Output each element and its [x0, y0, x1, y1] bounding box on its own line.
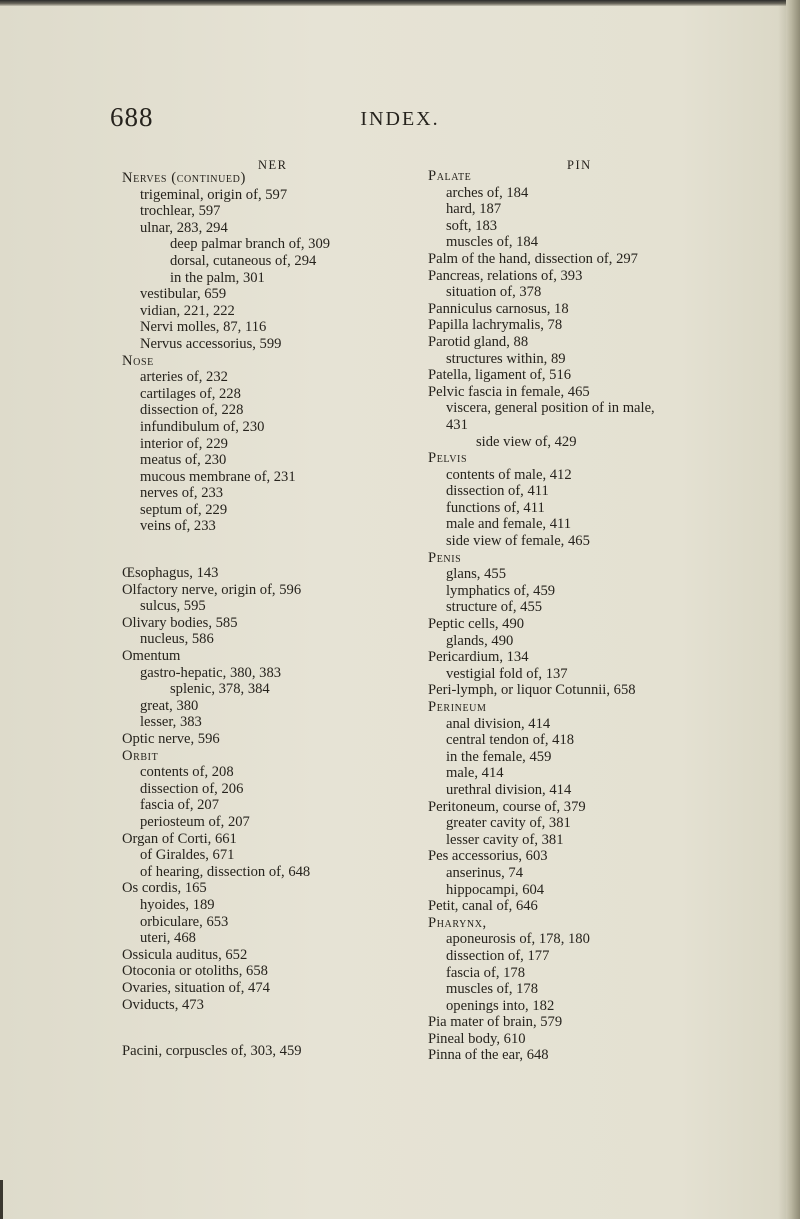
index-entry: Petit, canal of, 646: [428, 898, 538, 915]
index-subentry: muscles of, 184: [446, 234, 539, 251]
index-subentry: deep palmar branch of, 309: [170, 236, 331, 253]
index-subentry: arches of, 184: [446, 184, 529, 201]
index-subentry: contents of male, 412: [446, 466, 572, 483]
index-column-left: [122, 170, 437, 1060]
index-subentry: glans, 455: [446, 566, 506, 583]
index-subentry: greater cavity of, 381: [446, 815, 571, 832]
page-top-edge: [0, 0, 800, 6]
index-entry: Pia mater of brain, 579: [428, 1014, 563, 1031]
index-subentry: in the female, 459: [446, 748, 552, 765]
index-entry: Olivary bodies, 585: [122, 614, 238, 631]
index-subentry: lesser, 383: [140, 714, 202, 731]
index-subentry: dissection of, 177: [446, 947, 550, 964]
index-entry: Pacini, corpuscles of, 303, 459: [122, 1043, 302, 1060]
index-subentry: functions of, 411: [446, 499, 545, 516]
index-entry: Penis: [428, 549, 462, 566]
index-subentry: soft, 183: [446, 217, 498, 234]
index-entry: Olfactory nerve, origin of, 596: [122, 581, 302, 598]
index-subentry: infundibulum of, 230: [140, 418, 265, 435]
index-subentry: arteries of, 232: [140, 369, 228, 386]
index-subentry: hippocampi, 604: [446, 881, 545, 898]
index-column-right: [428, 168, 793, 1064]
index-subentry: viscera, general position of in male,: [446, 400, 655, 417]
index-subentry: lesser cavity of, 381: [446, 831, 564, 848]
index-entry: Nerves (continued): [122, 170, 246, 186]
index-subentry: dissection of, 411: [446, 483, 549, 500]
index-subentry: side view of female, 465: [446, 533, 590, 550]
index-subentry: contents of, 208: [140, 764, 234, 781]
index-subentry: splenic, 378, 384: [170, 681, 270, 698]
index-subentry: periosteum of, 207: [140, 813, 250, 830]
index-subentry: veins of, 233: [140, 518, 216, 535]
index-entry: Pancreas, relations of, 393: [428, 267, 583, 284]
index-subentry: urethral division, 414: [446, 781, 572, 798]
index-subentry: uteri, 468: [140, 930, 196, 947]
index-subentry: Nervi molles, 87, 116: [140, 319, 267, 336]
index-entry: Palate: [428, 168, 472, 184]
index-entry: Ossicula auditus, 652: [122, 946, 248, 963]
index-entry: Ovaries, situation of, 474: [122, 979, 270, 996]
index-entry: Pinna of the ear, 648: [428, 1047, 549, 1064]
index-subentry: dissection of, 228: [140, 402, 244, 419]
index-entry: Optic nerve, 596: [122, 731, 220, 747]
index-subentry: vestibular, 659: [140, 286, 227, 303]
index-subentry: male and female, 411: [446, 516, 572, 533]
guide-word-left: NER: [258, 158, 288, 172]
index-subentry: male, 414: [446, 765, 504, 782]
index-subentry: Nervus accessorius, 599: [140, 335, 282, 352]
index-subentry: meatus of, 230: [140, 452, 227, 469]
index-subentry: side view of, 429: [476, 433, 577, 450]
index-entry: Pelvic fascia in female, 465: [428, 383, 590, 400]
index-entry: Orbit: [122, 747, 159, 764]
index-subentry: vestigial fold of, 137: [446, 665, 568, 682]
index-subentry: lymphatics of, 459: [446, 582, 556, 599]
index-subentry: orbiculare, 653: [140, 913, 229, 930]
index-entry: Organ of Corti, 661: [122, 830, 237, 847]
index-entry: Pes accessorius, 603: [428, 848, 548, 865]
index-entry: Perineum: [428, 699, 487, 715]
index-subentry: dissection of, 206: [140, 780, 244, 797]
index-subentry: 431: [446, 416, 468, 433]
index-subentry: fascia of, 178: [446, 964, 526, 981]
index-entry: Oviducts, 473: [122, 996, 204, 1013]
index-subentry: vidian, 221, 222: [140, 302, 235, 319]
index-entry: Peri-lymph, or liquor Cotunnii, 658: [428, 682, 636, 699]
index-subentry: sulcus, 595: [140, 598, 206, 615]
index-entry: Pericardium, 134: [428, 649, 529, 666]
index-entry: Panniculus carnosus, 18: [428, 300, 569, 317]
index-entry: Parotid gland, 88: [428, 333, 529, 350]
index-subentry: structure of, 455: [446, 599, 543, 616]
index-subentry: in the palm, 301: [170, 269, 265, 286]
index-entry: Patella, ligament of, 516: [428, 367, 572, 384]
index-subentry: mucous membrane of, 231: [140, 468, 296, 485]
index-subentry: central tendon of, 418: [446, 732, 575, 749]
index-subentry: anserinus, 74: [446, 864, 524, 881]
index-subentry: glands, 490: [446, 632, 514, 649]
index-entry: Os cordis, 165: [122, 880, 207, 897]
index-subentry: nerves of, 233: [140, 485, 224, 502]
index-subentry: great, 380: [140, 697, 199, 714]
index-subentry: fascia of, 207: [140, 797, 220, 814]
index-entry: Omentum: [122, 648, 181, 665]
index-entry: Pelvis: [428, 450, 468, 467]
index-subentry: cartilages of, 228: [140, 385, 241, 402]
index-subentry: trochlear, 597: [140, 203, 221, 220]
index-entry: Palm of the hand, dissection of, 297: [428, 250, 638, 267]
index-subentry: anal division, 414: [446, 715, 551, 732]
index-subentry: hard, 187: [446, 201, 502, 218]
index-subentry: structures within, 89: [446, 350, 566, 367]
guide-word-right: PIN: [567, 158, 592, 172]
index-entry: Pineal body, 610: [428, 1030, 526, 1047]
index-subentry: interior of, 229: [140, 435, 228, 452]
index-subentry: gastro-hepatic, 380, 383: [140, 664, 282, 681]
index-subentry: dorsal, cutaneous of, 294: [170, 252, 317, 269]
index-entry: Peptic cells, 490: [428, 616, 525, 633]
index-subentry: nucleus, 586: [140, 631, 214, 648]
index-subentry: openings into, 182: [446, 997, 555, 1014]
page-number: 688: [110, 102, 154, 132]
page-left-mark: [0, 1180, 3, 1219]
index-entry: Peritoneum, course of, 379: [428, 798, 586, 815]
index-subentry: of hearing, dissection of, 648: [140, 863, 311, 880]
index-entry: Nose: [122, 352, 154, 369]
index-entry: Œsophagus, 143: [122, 565, 219, 582]
index-entry: Otoconia or otoliths, 658: [122, 963, 268, 980]
index-subentry: aponeurosis of, 178, 180: [446, 931, 590, 948]
index-subentry: ulnar, 283, 294: [140, 219, 228, 236]
index-entry: Pharynx,: [428, 914, 487, 931]
index-subentry: situation of, 378: [446, 284, 542, 301]
entry-gap: [122, 535, 437, 565]
index-subentry: of Giraldes, 671: [140, 847, 235, 864]
index-entry: Papilla lachrymalis, 78: [428, 317, 563, 334]
index-subentry: trigeminal, origin of, 597: [140, 186, 288, 203]
entry-gap: [122, 1013, 437, 1043]
index-subentry: septum of, 229: [140, 501, 228, 518]
index-subentry: muscles of, 178: [446, 981, 539, 998]
running-head: INDEX.: [360, 108, 440, 130]
index-subentry: hyoides, 189: [140, 896, 215, 913]
